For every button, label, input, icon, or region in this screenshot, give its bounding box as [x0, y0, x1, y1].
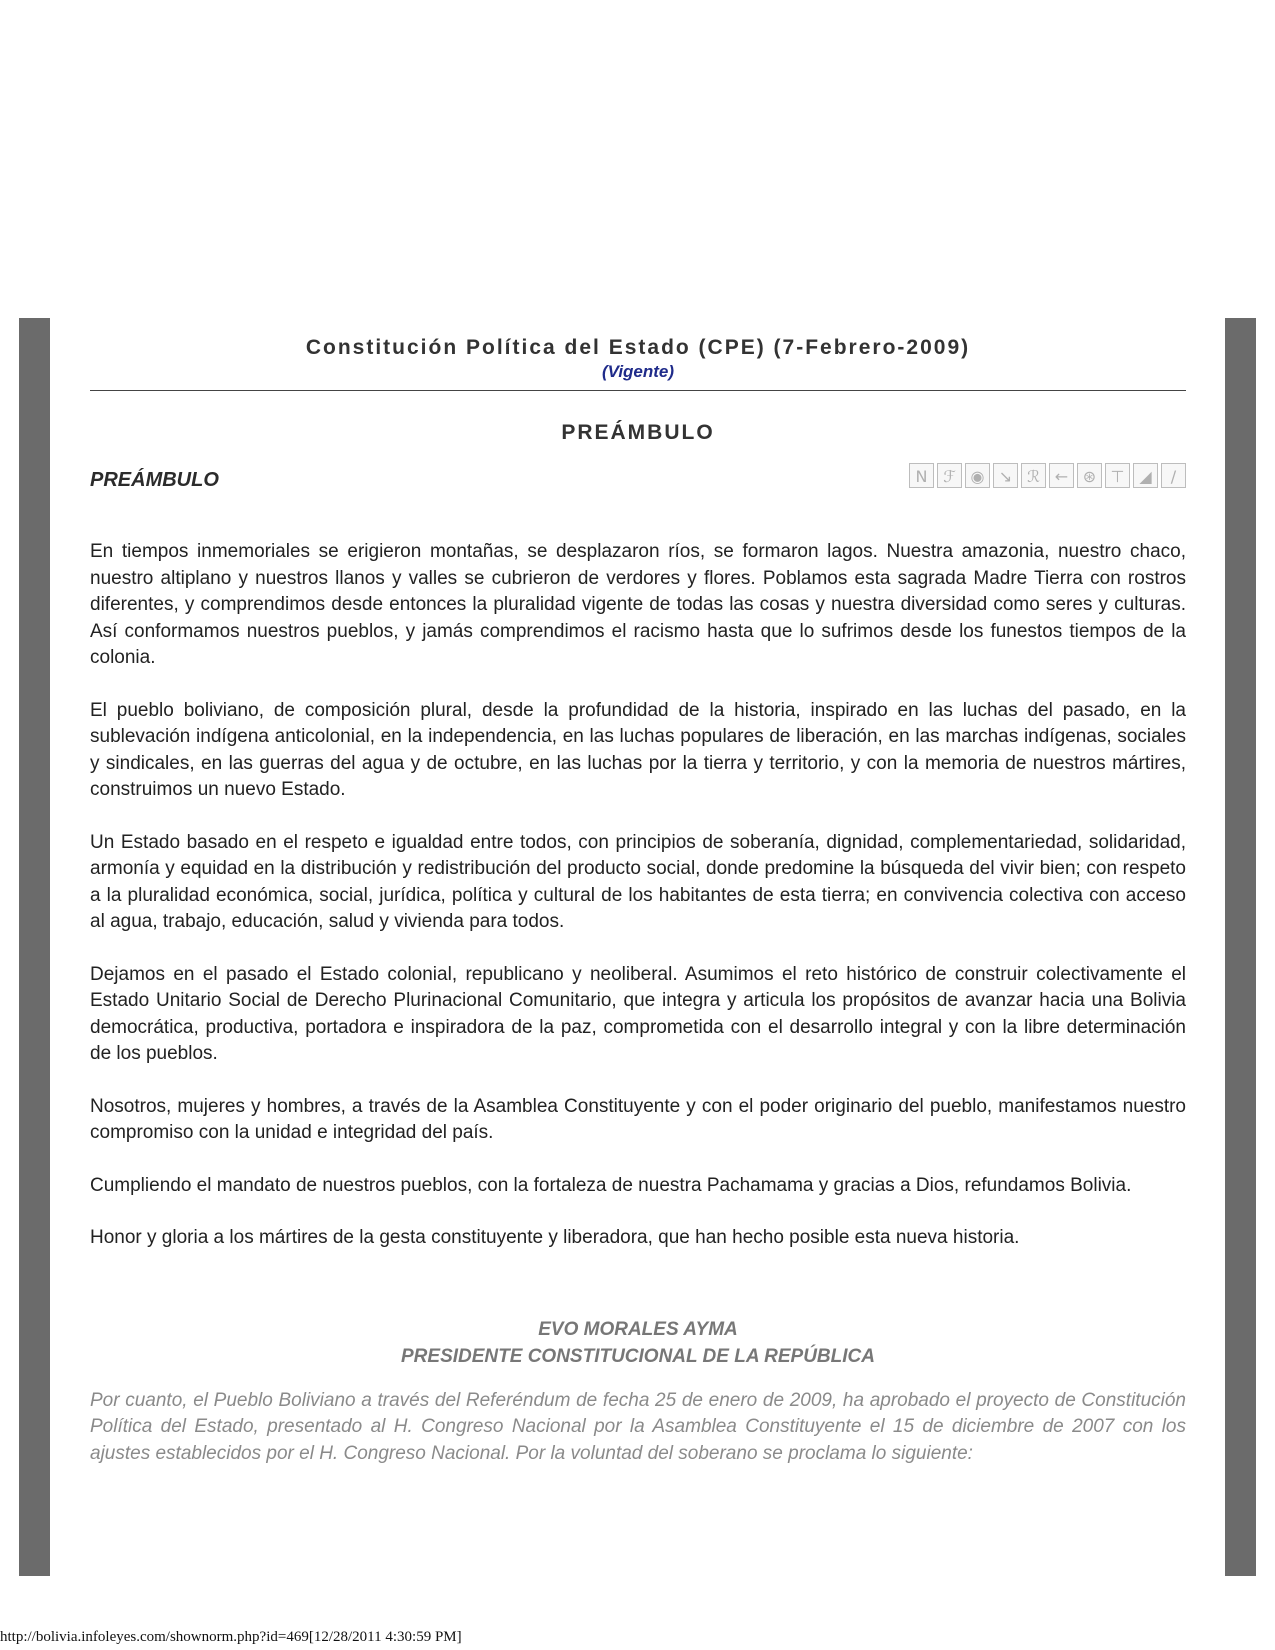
action-toolbar	[909, 463, 1186, 488]
paragraph: El pueblo boliviano, de composición plural, desde la profundidad de la historia, inspirado en las luchas del pasado, en la sublevación indígena anticolonial, en la independencia, en las luchas populares de liberación, en las marchas indígenas, sociales y sindicales, en las guerras del agua y de octubre, en las luchas por la tierra y territorio, y con la memoria de nuestros mártires, construimos un nuevo Estado.	[90, 699, 1186, 800]
document-title: Constitución Política del Estado (CPE) (7-Febrero-2009)	[305, 336, 971, 359]
r-icon[interactable]: ℛ	[1021, 463, 1046, 488]
paragraph: Un Estado basado en el respeto e igualdad entre todos, con principios de soberanía, dignidad, complementariedad, solidaridad, armonía y equidad en la distribución y redistribución del producto social, donde predomine la búsqueda del vivir bien; con respeto a la pluralidad económica, social, jurídica, política y cultural de los habitantes de esta tierra; en convivencia colectiva con acceso al agua, trabajo, educación, salud y vivienda para todos.	[90, 831, 1186, 932]
status-label: (Vigente)	[601, 362, 675, 381]
section-heading: PREÁMBULO	[561, 421, 715, 444]
paragraph: Cumpliendo el mandato de nuestros pueblos, con la fortaleza de nuestra Pachamama y gracias a Dios, refundamos Bolivia.	[90, 1174, 1132, 1196]
sub-heading: PREÁMBULO	[90, 469, 219, 491]
signature-block	[90, 1316, 1186, 1370]
signatory-name: EVO MORALES AYMA	[538, 1318, 738, 1340]
paragraph: Nosotros, mujeres y hombres, a través de la Asamblea Constituyente y con el poder originario del pueblo, manifestamos nuestro compromiso con la unidad e integridad del país.	[90, 1095, 1186, 1143]
n-icon[interactable]: N	[909, 463, 934, 488]
arrow-left-icon[interactable]: ←	[1049, 463, 1074, 488]
asterisk-icon[interactable]: ⊛	[1077, 463, 1102, 488]
paragraph: En tiempos inmemoriales se erigieron montañas, se desplazaron ríos, se formaron lagos. Nuestra amazonia, nuestro chaco, nuestro altiplano y nuestros llanos y valles se cubrieron de verdores y flores. Poblamos esta sagrada Madre Tierra con rostros diferentes, y comprendimos desde entonces la pluralidad vigente de todas las cosas y nuestra diversidad como seres y culturas. Así conformamos nuestros pueblos, y jamás comprendimos el racismo hasta que lo sufrimos desde los funestos tiempos de la colonia.	[90, 541, 1186, 668]
signatory-office: PRESIDENTE CONSTITUCIONAL DE LA REPÚBLICA	[401, 1345, 875, 1367]
magnifier-icon[interactable]: ◉	[965, 463, 990, 488]
right-margin-bar	[1225, 318, 1256, 1576]
title-divider	[90, 390, 1186, 391]
tools-icon[interactable]: ↘	[993, 463, 1018, 488]
pencil-icon[interactable]: ◢	[1133, 463, 1158, 488]
paragraph: Dejamos en el pasado el Estado colonial, republicano y neoliberal. Asumimos el reto histórico de construir colectivamente el Estado Unitario Social de Derecho Plurinacional Comunitario, que integra y articula los propósitos de avanzar hacia una Bolivia democrática, productiva, portadora e inspiradora de la paz, comprometida con el desarrollo integral y con la libre determinación de los pueblos.	[90, 963, 1186, 1064]
heading-toolbar-row	[90, 463, 1186, 503]
proclamation-text: Por cuanto, el Pueblo Boliviano a través del Referéndum de fecha 25 de enero de 2009, ha aprobado el proyecto de Constitución Política del Estado, presentado al H. Congreso Nacional por la Asamblea Constituyente el 15 de diciembre de 2007 con los ajustes establecidos por el H. Congreso Nacional. Por la voluntad del soberano se proclama lo siguiente:	[90, 1389, 1186, 1464]
source-url: http://bolivia.infoleyes.com/shownorm.php?id=469[12/28/2011 4:30:59 PM]	[0, 1629, 462, 1645]
left-margin-bar	[19, 318, 50, 1576]
hammer-icon[interactable]: ⊤	[1105, 463, 1130, 488]
document-page	[90, 336, 1186, 1467]
f-icon[interactable]: ℱ	[937, 463, 962, 488]
slash-icon[interactable]: /	[1161, 463, 1186, 488]
preamble-body	[90, 539, 1186, 1252]
paragraph: Honor y gloria a los mártires de la gesta constituyente y liberadora, que han hecho posible esta nueva historia.	[90, 1227, 1020, 1248]
